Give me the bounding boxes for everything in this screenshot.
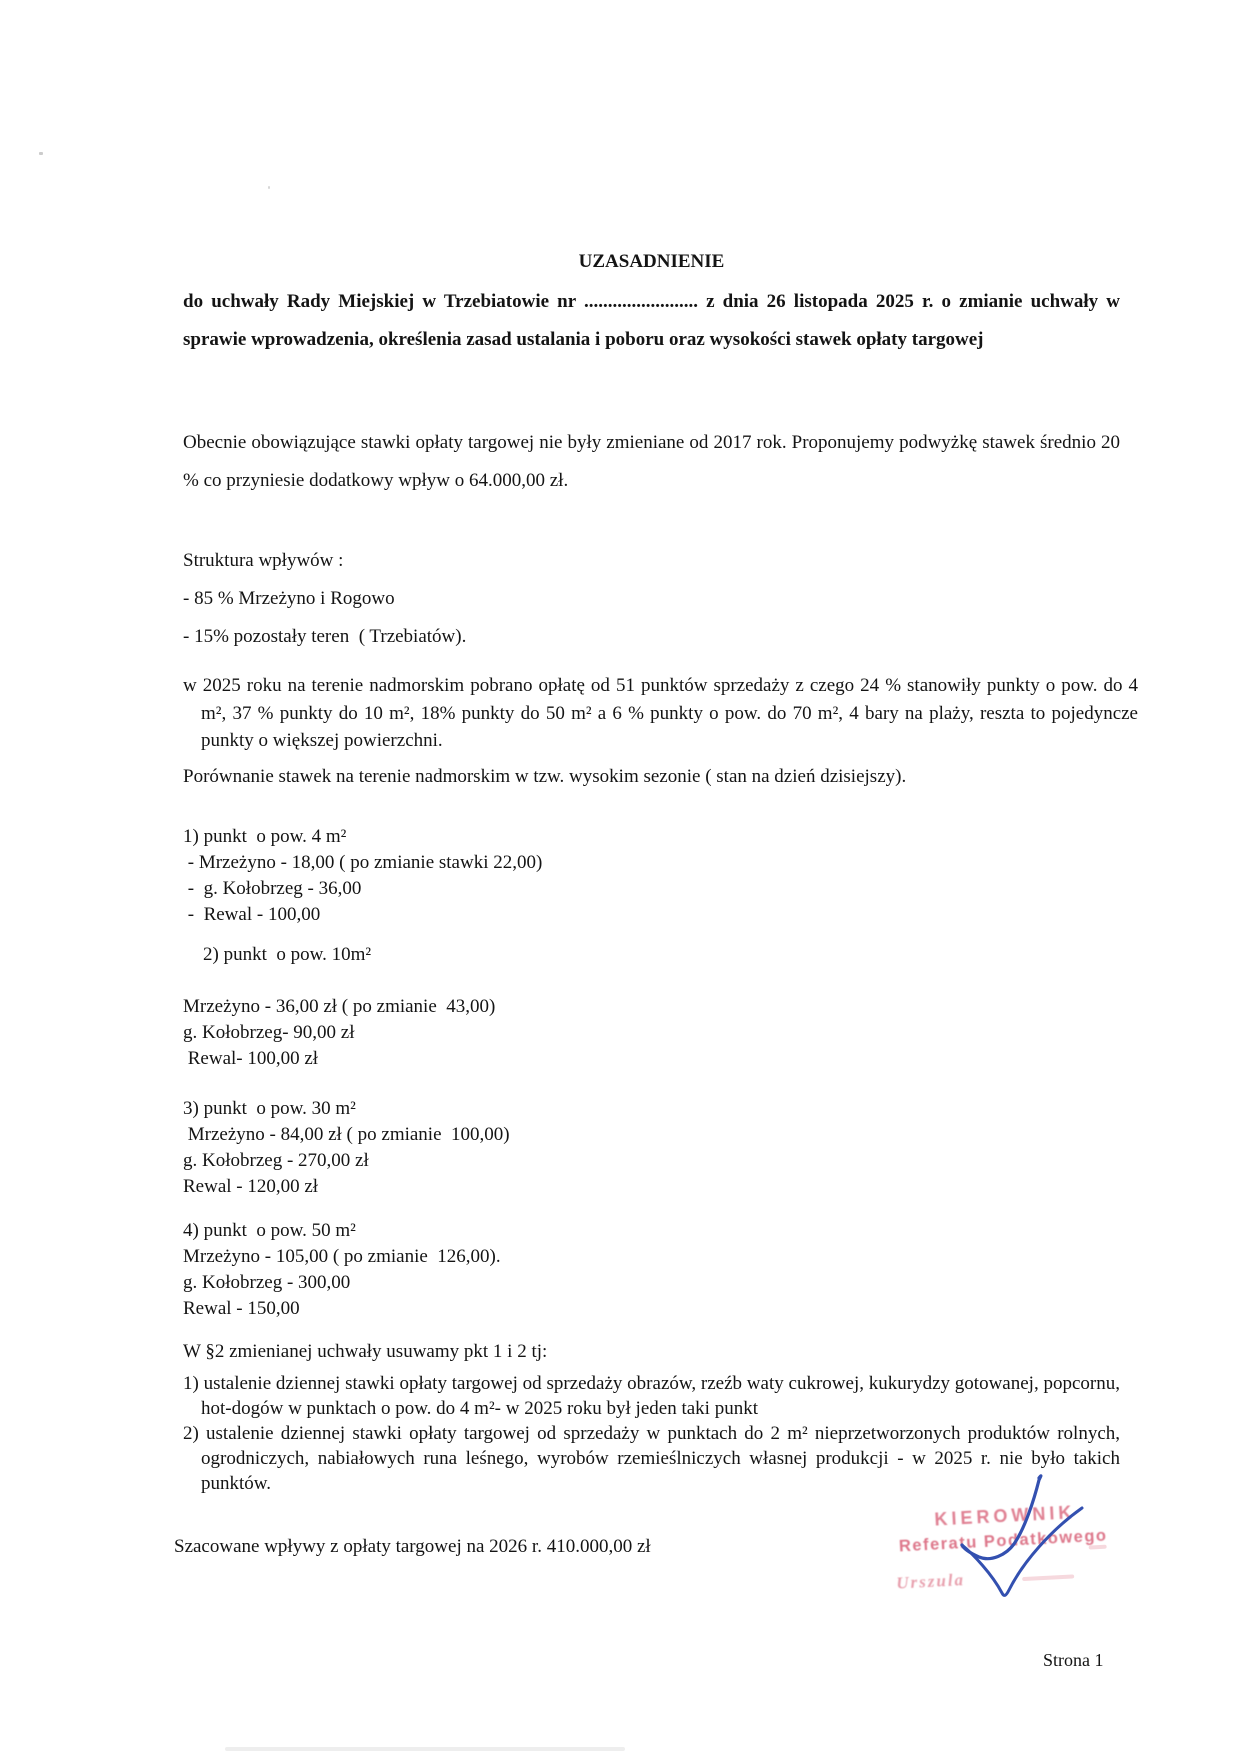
rate-point-line: g. Kołobrzeg - 300,00: [183, 1272, 351, 1293]
rate-point-line: Rewal- 100,00 zł: [183, 1048, 319, 1069]
scan-speck: [268, 186, 270, 189]
page-number: Strona 1: [1043, 1650, 1104, 1670]
rate-point: [183, 824, 1120, 928]
rate-point-line: Rewal - 120,00 zł: [183, 1176, 319, 1197]
seaside-paragraph: w 2025 roku na terenie nadmorskim pobrano opłatę od 51 punktów sprzedaży z czego 24 % stanowiły punkty o pow. do 4 m², 37 % punkty do 10 m², 18% punkty do 50 m² a 6 % punkty o pow. do 70 m², 4 bary na plaży, reszta to pojedyncze punkty o większej powierzchni.: [183, 675, 1138, 751]
rate-point-line: Rewal - 150,00: [183, 1298, 300, 1319]
handwritten-signature: [935, 1452, 1135, 1627]
structure-item: - 85 % Mrzeżyno i Rogowo: [183, 588, 395, 609]
rate-point-title: 2) punkt o pow. 10m²: [203, 944, 372, 965]
rate-point: [183, 994, 1120, 1072]
section2-item: 2) ustalenie dziennej stawki opłaty targowej od sprzedaży w punktach do 2 m² nieprzetworzonych produktów rolnych, ogrodniczych, nabiałowych runa leśnego, wyrobów rzemieślniczych własnej produkcji - w 2025 r. nie było takich punktów.: [183, 1423, 1120, 1494]
scan-speck: [39, 152, 43, 155]
document-title: UZASADNIENIE: [578, 251, 725, 272]
rate-point-line: Mrzeżyno - 84,00 zł ( po zmianie 100,00): [183, 1124, 510, 1145]
estimate-line: Szacowane wpływy z opłaty targowej na 2026 r. 410.000,00 zł: [174, 1536, 651, 1557]
rate-point-line: g. Kołobrzeg- 90,00 zł: [183, 1022, 355, 1043]
comparison-heading: Porównanie stawek na terenie nadmorskim w tzw. wysokim sezonie ( stan na dzień dzisiejszy).: [183, 766, 907, 787]
stamp-name: Urszula: [895, 1570, 966, 1593]
structure-item: - 15% pozostały teren ( Trzebiatów).: [183, 626, 467, 647]
rate-point: [183, 1218, 1120, 1322]
rate-point-line: Mrzeżyno - 105,00 ( po zmianie 126,00).: [183, 1246, 501, 1267]
structure-heading: Struktura wpływów :: [183, 550, 344, 571]
scan-smudge: [225, 1747, 625, 1751]
rate-point: [183, 1096, 1120, 1200]
rate-point-line: - g. Kołobrzeg - 36,00: [183, 878, 362, 899]
rate-point-line: Mrzeżyno - 36,00 zł ( po zmianie 43,00): [183, 996, 496, 1017]
rate-point-line: - Mrzeżyno - 18,00 ( po zmianie stawki 22,00): [183, 852, 543, 873]
section2-item: 1) ustalenie dziennej stawki opłaty targowej od sprzedaży obrazów, rzeźb waty cukrowej, kukurydzy gotowanej, popcornu, hot-dogów w punktach o pow. do 4 m²- w 2025 roku był jeden taki punkt: [183, 1373, 1120, 1419]
rate-point-title: 3) punkt o pow. 30 m²: [183, 1098, 356, 1119]
stamp-title: KIEROWNIK: [933, 1502, 1076, 1530]
rate-point-title: 4) punkt o pow. 50 m²: [183, 1220, 356, 1241]
stamp-department: Referatu Podatkowego: [898, 1526, 1108, 1556]
intro-paragraph: Obecnie obowiązujące stawki opłaty targowej nie były zmieniane od 2017 rok. Proponujemy podwyżkę stawek średnio 20 % co przyniesie dodatkowy wpływ o 64.000,00 zł.: [183, 432, 1120, 491]
rate-point-line: g. Kołobrzeg - 270,00 zł: [183, 1150, 369, 1171]
structure-section: [183, 542, 1120, 656]
section2-heading: W §2 zmienianej uchwały usuwamy pkt 1 i 2 tj:: [183, 1341, 548, 1362]
header-paragraph: do uchwały Rady Miejskiej w Trzebiatowie nr ........................ z dnia 26 listopada 2025 r. o zmianie uchwały w sprawie wprowadzenia, określenia zasad ustalania i poboru oraz wysokości stawek opłaty targowej: [183, 291, 1120, 350]
rate-point-line: - Rewal - 100,00: [183, 904, 321, 925]
rate-point-title: 1) punkt o pow. 4 m²: [183, 826, 347, 847]
